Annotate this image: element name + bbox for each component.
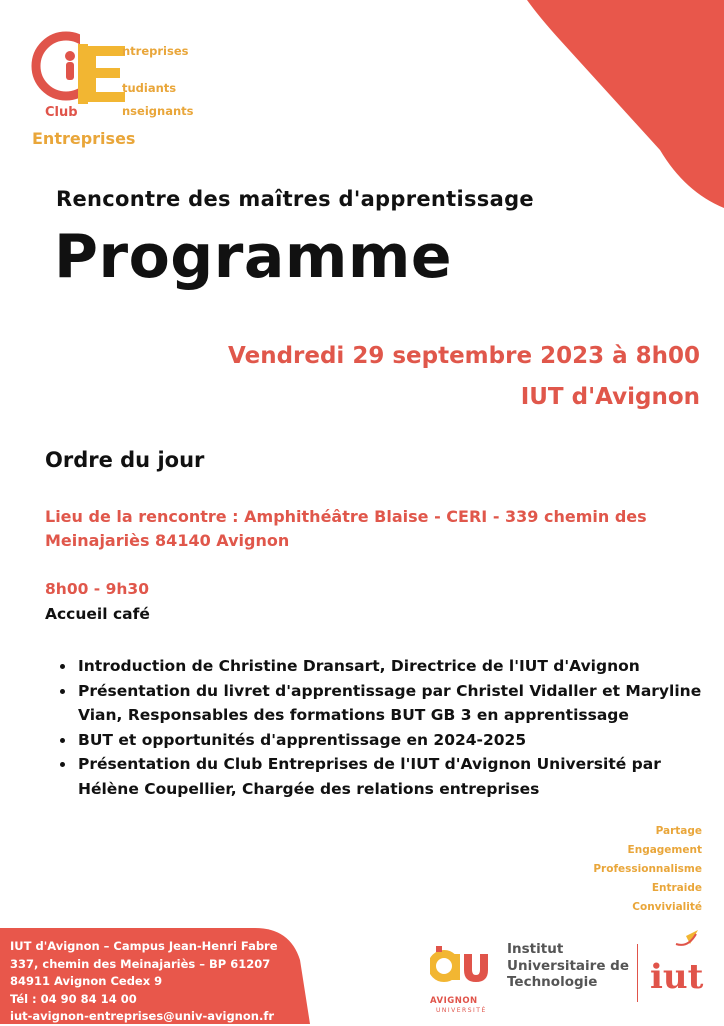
- meeting-location: Lieu de la rencontre : Amphithéâtre Blaise - CERI - 339 chemin des Meinajariès 84140 Avignon: [45, 507, 647, 550]
- footer-email[interactable]: iut-avignon-entreprises@univ-avignon.fr: [10, 1009, 275, 1023]
- footer-address-line: 84911 Avignon Cedex 9: [10, 974, 163, 988]
- logo-word-etudiants: tudiants: [122, 81, 177, 95]
- logo-word-entreprises: ntreprises: [122, 44, 189, 58]
- iut-logo-icon: [646, 930, 706, 1002]
- welcome-time: 8h00 - 9h30: [45, 580, 150, 598]
- divider: [637, 944, 638, 1002]
- footer-address-line: IUT d'Avignon – Campus Jean-Henri Fabre: [10, 939, 278, 953]
- logo-word-enseignants: nseignants: [122, 104, 194, 118]
- welcome-label: Accueil café: [45, 605, 150, 623]
- list-item: • BUT et opportunités d'apprentissage en 2024-2025: [76, 728, 724, 753]
- page-subtitle: Rencontre des maîtres d'apprentissage: [56, 187, 534, 211]
- page-title: Programme: [54, 222, 453, 292]
- footer-contact: [10, 938, 278, 1026]
- iut-line: Institut: [507, 941, 564, 957]
- event-venue: IUT d'Avignon: [520, 384, 700, 410]
- club-entreprises-logo: [30, 22, 220, 152]
- value-item: Entraide: [651, 882, 702, 894]
- list-item: • Introduction de Christine Dransart, Directrice de l'IUT d'Avignon: [76, 654, 724, 679]
- iut-line: Universitaire de: [507, 957, 630, 974]
- footer-address-line: 337, chemin des Meinajariès – BP 61207: [10, 956, 271, 971]
- logo-club: Club: [45, 105, 78, 120]
- au-subtitle: UNIVERSITÉ: [436, 1007, 487, 1014]
- value-item: Convivialité: [632, 901, 702, 913]
- program-list: [56, 654, 724, 801]
- value-item: Partage: [655, 825, 702, 837]
- footer-phone: Tél : 04 90 84 14 00: [10, 991, 137, 1006]
- value-item: Professionnalisme: [593, 863, 702, 875]
- value-item: Engagement: [627, 844, 702, 856]
- event-date: Vendredi 29 septembre 2023 à 8h00: [228, 343, 700, 369]
- iut-name: [507, 941, 629, 991]
- au-name: AVIGNON: [430, 996, 478, 1006]
- iut-mark: iut: [650, 957, 704, 997]
- list-item: • Présentation du Club Entreprises de l'IUT d'Avignon Université par Hélène Coupellier, Chargée des relations entreprises: [76, 752, 724, 801]
- iut-line: Technologie: [507, 974, 598, 990]
- agenda-heading: Ordre du jour: [45, 448, 205, 472]
- values-list: [593, 822, 702, 917]
- logo-entreprises: Entreprises: [32, 129, 136, 148]
- list-item: • Présentation du livret d'apprentissage par Christel Vidaller et Maryline Vian, Responsables des formations BUT GB 3 en apprentissage: [76, 679, 724, 728]
